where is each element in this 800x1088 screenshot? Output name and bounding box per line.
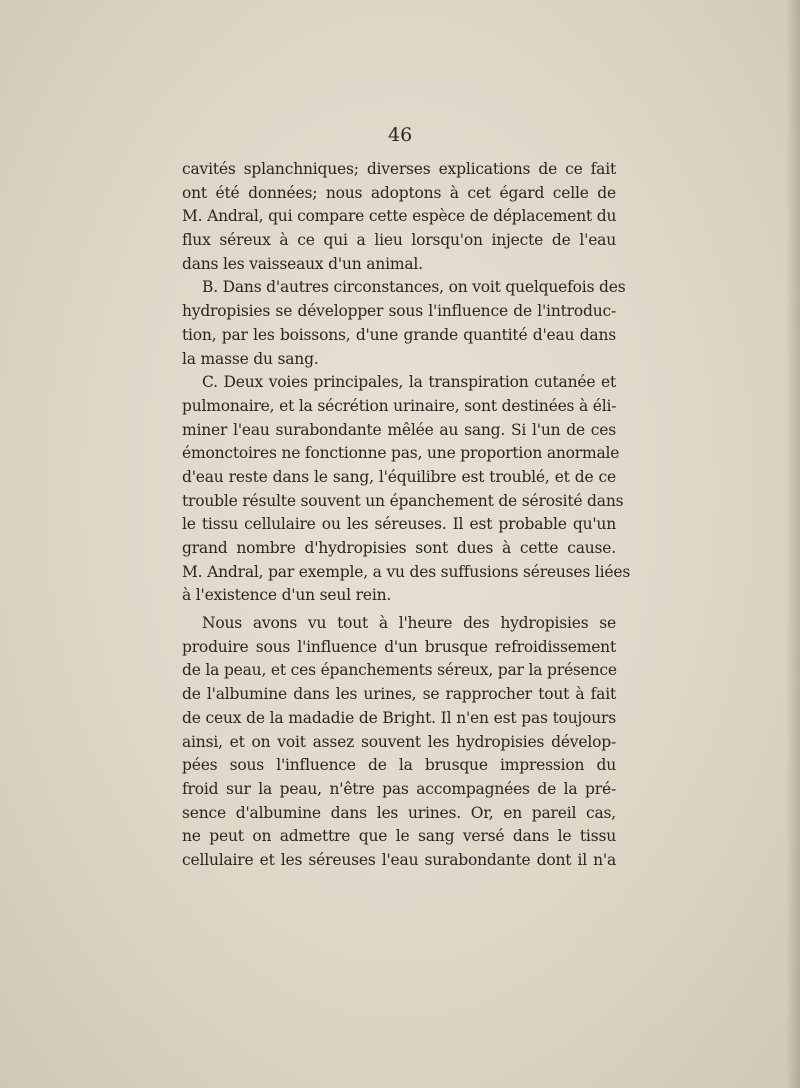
text-line: de l'albumine dans les urines, se rapprocher tout à fait xyxy=(182,685,616,704)
text-line: froid sur la peau, n'être pas accompagnées de la pré- xyxy=(182,779,616,798)
page-edge-shadow xyxy=(786,0,800,1088)
text-line: pées sous l'influence de la brusque impression du xyxy=(182,756,616,775)
page-number: 46 xyxy=(388,124,413,146)
text-line: ainsi, et on voit assez souvent les hydropisies dévelop- xyxy=(182,732,616,751)
text-line: pulmonaire, et la sécrétion urinaire, sont destinées à éli- xyxy=(182,396,617,415)
text-line: M. Andral, par exemple, a vu des suffusions séreuses liées xyxy=(182,562,631,581)
text-line: tion, par les boissons, d'une grande quantité d'eau dans xyxy=(182,325,616,344)
text-line: M. Andral, qui compare cette espèce de déplacement du xyxy=(182,207,617,226)
text-line: Nous avons vu tout à l'heure des hydropisies se xyxy=(202,614,616,633)
text-line: le tissu cellulaire ou les séreuses. Il est probable qu'un xyxy=(182,515,616,534)
text-line: dans les vaisseaux d'un animal. xyxy=(182,254,423,273)
text-line: trouble résulte souvent un épanchement de sérosité dans xyxy=(182,491,624,510)
text-line: à l'existence d'un seul rein. xyxy=(182,586,392,605)
text-line: émonctoires ne fonctionne pas, une proportion anormale xyxy=(182,444,620,463)
text-line: miner l'eau surabondante mêlée au sang. Si l'un de ces xyxy=(182,420,616,439)
text-line: cellulaire et les séreuses l'eau surabondante dont il n'a xyxy=(182,850,616,869)
text-line: sence d'albumine dans les urines. Or, en pareil cas, xyxy=(182,803,616,822)
text-line: produire sous l'influence d'un brusque refroidissement xyxy=(182,637,616,656)
text-line: ne peut on admettre que le sang versé dans le tissu xyxy=(182,827,616,846)
text-line: hydropisies se développer sous l'influence de l'introduc- xyxy=(182,302,616,321)
body-text xyxy=(182,158,631,873)
text-line: B. Dans d'autres circonstances, on voit quelquefois des xyxy=(202,278,626,297)
text-line: C. Deux voies principales, la transpiration cutanée et xyxy=(202,373,616,392)
text-line: ont été données; nous adoptons à cet égard celle de xyxy=(182,183,616,202)
text-line: de la peau, et ces épanchements séreux, par la présence xyxy=(182,661,617,680)
text-line: la masse du sang. xyxy=(182,349,319,368)
text-line: flux séreux à ce qui a lieu lorsqu'on injecte de l'eau xyxy=(182,231,616,250)
text-line: cavités splanchniques; diverses explications de ce fait xyxy=(182,160,616,178)
text-line: grand nombre d'hydropisies sont dues à cette cause. xyxy=(182,539,616,557)
text-line: d'eau reste dans le sang, l'équilibre est troublé, et de ce xyxy=(182,467,616,486)
text-line: de ceux de la madadie de Bright. Il n'en est pas toujours xyxy=(182,708,616,727)
